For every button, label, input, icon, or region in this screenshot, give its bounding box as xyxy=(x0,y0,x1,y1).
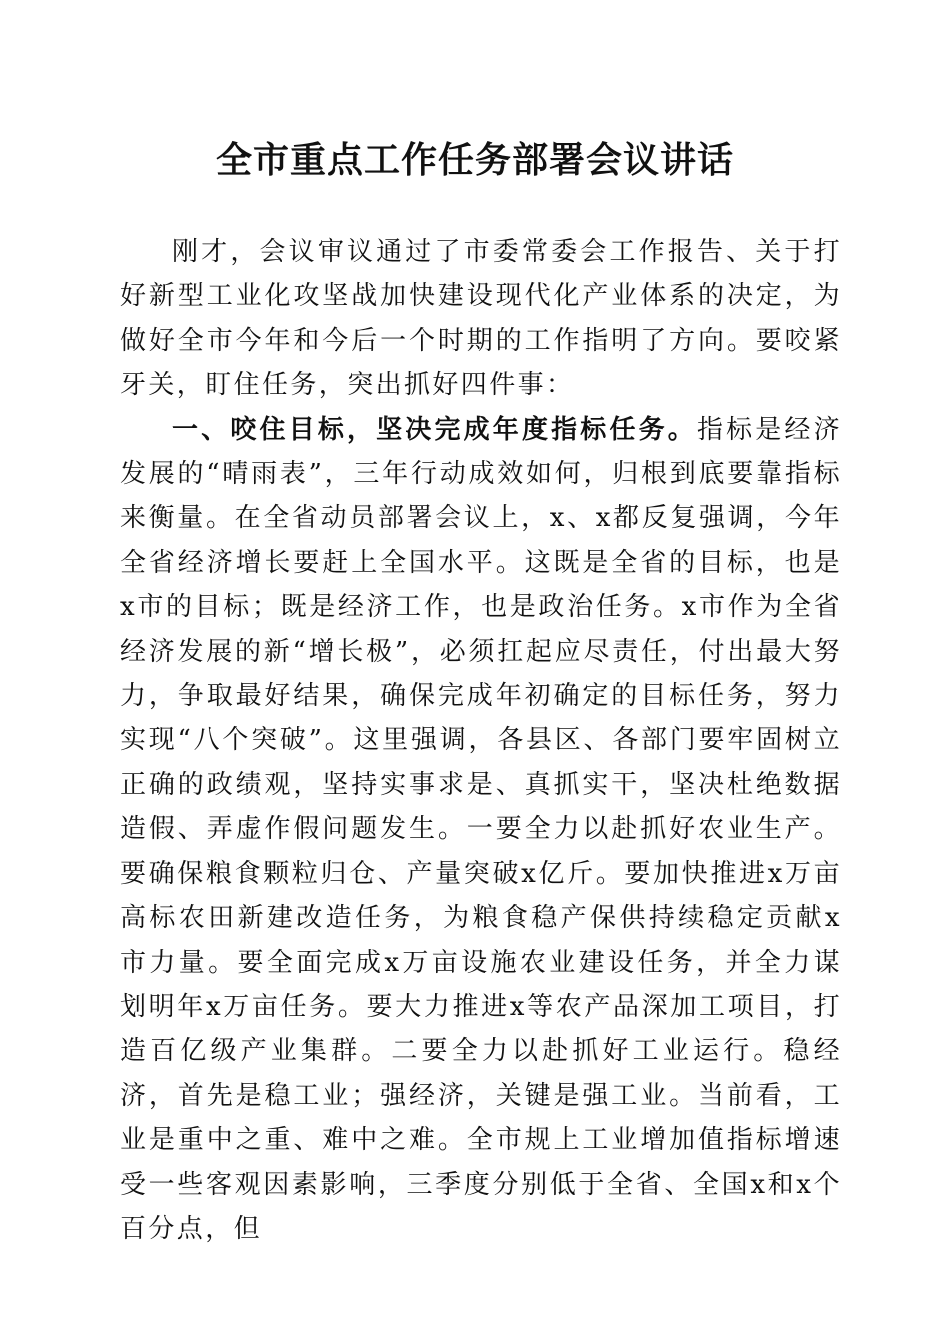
paragraph-intro-text: 刚才，会议审议通过了市委常委会工作报告、关于打好新型工业化攻坚战加快建设现代化产业体系的决定，为做好全市今年和今后一个时期的工作指明了方向。要咬紧牙关，盯住任务，突出抓好四件事： xyxy=(120,237,842,401)
document-body xyxy=(120,230,842,1251)
paragraph-section-one xyxy=(120,408,842,1252)
section-one-text: 指标是经济发展的“晴雨表”，三年行动成效如何，归根到底要靠指标来衡量。在全省动员部署会议上，x、x都反复强调，今年全省经济增长要赶上全国水平。这既是全省的目标，也是x市的目标；既是经济工作，也是政治任务。x市作为全省经济发展的新“增长极”，必须扛起应尽责任，付出最大努力，争取最好结果，确保完成年初确定的目标任务，努力实现“八个突破”。这里强调，各县区、各部门要牢固树立正确的政绩观，坚持实事求是、真抓实干，坚决杜绝数据造假、弄虚作假问题发生。一要全力以赴抓好农业生产。要确保粮食颗粒归仓、产量突破x亿斤。要加快推进x万亩高标农田新建改造任务，为粮食稳产保供持续稳定贡献x市力量。要全面完成x万亩设施农业建设任务，并全力谋划明年x万亩任务。要大力推进x等农产品深加工项目，打造百亿级产业集群。二要全力以赴抓好工业运行。稳经济，首先是稳工业；强经济，关键是强工业。当前看，工业是重中之重、难中之难。全市规上工业增加值指标增速受一些客观因素影响，三季度分别低于全省、全国x和x个百分点，但 xyxy=(120,414,842,1244)
paragraph-intro xyxy=(120,230,842,408)
section-one-heading: 一、咬住目标，坚决完成年度指标任务。 xyxy=(172,414,697,445)
document-title: 全市重点工作任务部署会议讲话 xyxy=(215,139,734,181)
